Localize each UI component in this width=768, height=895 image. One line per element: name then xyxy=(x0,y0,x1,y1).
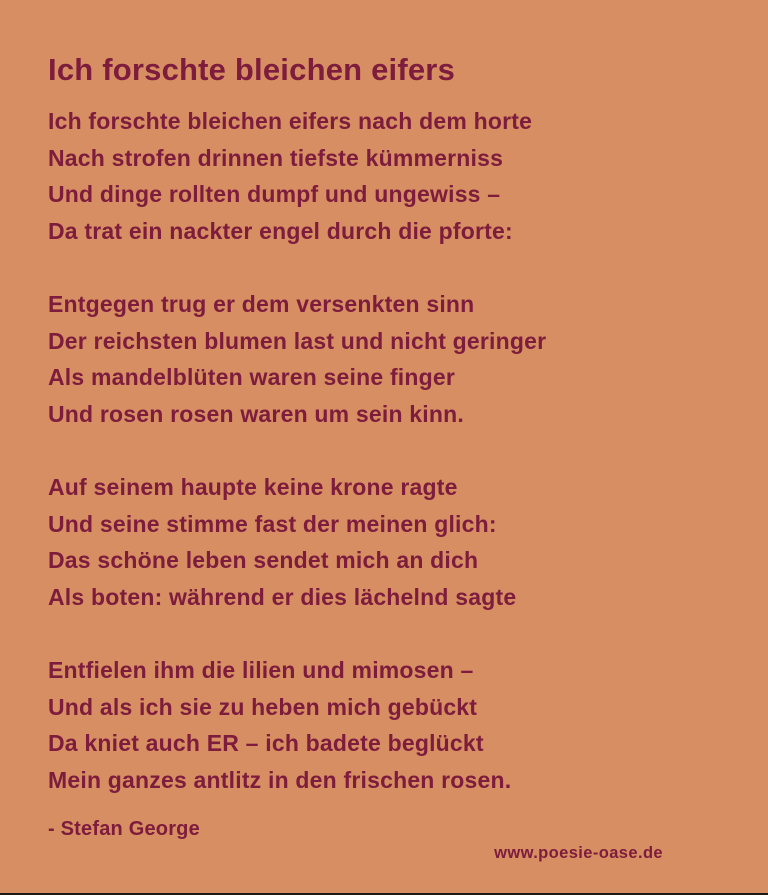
poem-line: Da kniet auch ER – ich badete beglückt xyxy=(48,730,484,757)
stanza-4 xyxy=(48,652,546,798)
poem-line: Und seine stimme fast der meinen glich: xyxy=(48,510,497,537)
poem-line: Entgegen trug er dem versenkten sinn xyxy=(48,290,475,317)
poem-line: Nach strofen drinnen tiefste kümmerniss xyxy=(48,144,504,171)
poem-line: Auf seinem haupte keine krone ragte xyxy=(48,473,458,500)
stanza-3 xyxy=(48,469,546,615)
poem-line: Ich forschte bleichen eifers nach dem horte xyxy=(48,108,533,134)
poem-line: Mein ganzes antlitz in den frischen rosen. xyxy=(48,766,512,793)
stanza-2 xyxy=(48,286,546,432)
poem-line: Entfielen ihm die lilien und mimosen – xyxy=(48,656,474,683)
poem-line: Als mandelblüten waren seine finger xyxy=(48,364,456,391)
poem-author: - Stefan George xyxy=(48,818,200,840)
poem-line: Da trat ein nackter engel durch die pforte: xyxy=(48,217,513,244)
poem-line: Als boten: während er dies lächelnd sagte xyxy=(48,583,517,610)
website-watermark: www.poesie-oase.de xyxy=(494,844,663,862)
poem-line: Das schöne leben sendet mich an dich xyxy=(48,547,479,574)
poem-line: Und als ich sie zu heben mich gebückt xyxy=(48,693,478,720)
poem-title: Ich forschte bleichen eifers xyxy=(48,52,456,87)
poem-line: Und rosen rosen waren um sein kinn. xyxy=(48,400,464,427)
poem-body xyxy=(48,103,546,798)
stanza-1 xyxy=(48,103,546,249)
poem-line: Und dinge rollten dumpf und ungewiss – xyxy=(48,181,501,208)
poem-line: Der reichsten blumen last und nicht geringer xyxy=(48,327,547,354)
